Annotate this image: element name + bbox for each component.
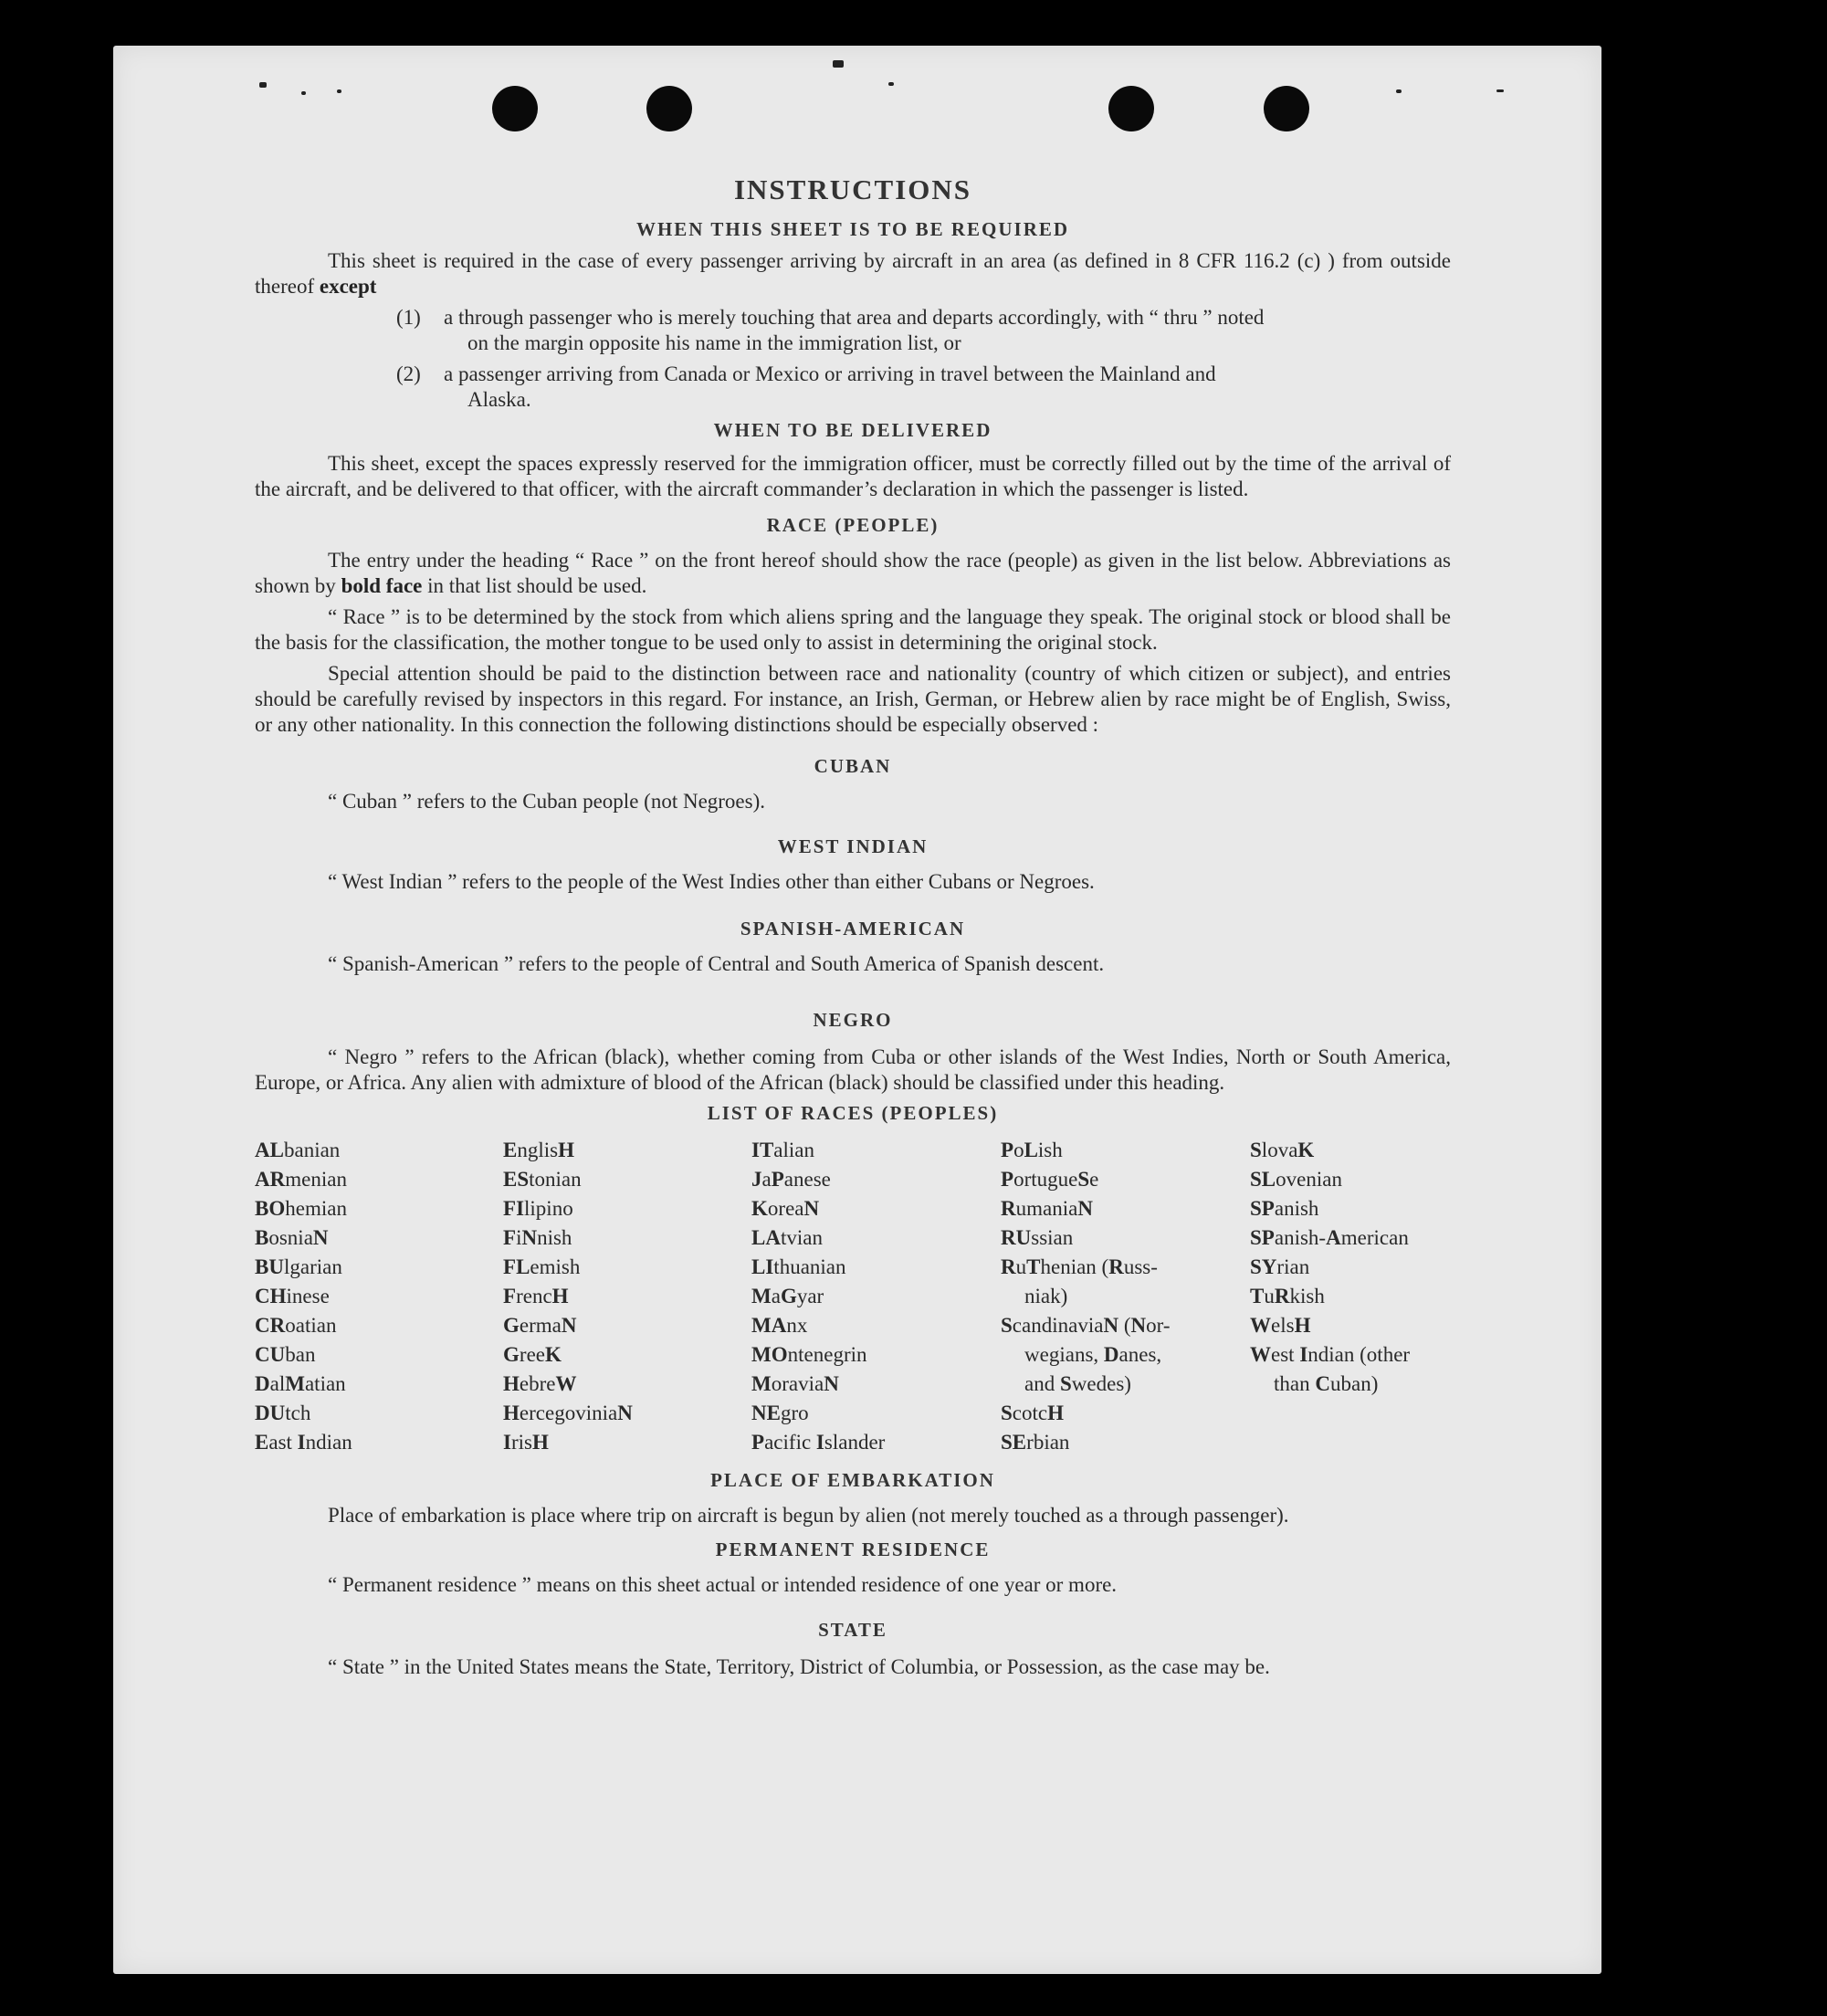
race-entry: RuThenian (Russ-: [1001, 1255, 1158, 1278]
instructions-content: [255, 173, 1451, 1680]
punch-hole: [492, 86, 538, 131]
speck: [337, 89, 341, 93]
heading-west-indian: WEST INDIAN: [777, 835, 929, 857]
punch-hole: [1108, 86, 1154, 131]
race-entry: PortugueSe: [1001, 1168, 1099, 1191]
state-text: “ State ” in the United States means the State, Territory, District of Columbia, or Possession, as the case may be.: [328, 1655, 1270, 1678]
list-item: [396, 362, 1451, 413]
races-column: [503, 1136, 751, 1457]
race-entry: MaGyar: [751, 1285, 824, 1307]
race-p1-text: The entry under the heading “ Race ” on the front hereof should show the race (people) as given in the list below. Abbreviations as shown by: [255, 549, 1451, 597]
race-entry: CUban: [255, 1343, 316, 1366]
race-entry: CRoatian: [255, 1314, 337, 1337]
heading-delivered: WHEN TO BE DELIVERED: [713, 419, 992, 441]
punch-hole: [646, 86, 692, 131]
spanish-american-text: “ Spanish-American ” refers to the people of Central and South America of Spanish descent.: [328, 952, 1105, 975]
race-entry: and Swedes): [1024, 1372, 1131, 1395]
document-sheet: [113, 46, 1601, 1974]
race-entry: FLemish: [503, 1255, 581, 1278]
heading-spanish-american: SPANISH-AMERICAN: [740, 918, 966, 940]
race-entry: PoLish: [1001, 1139, 1063, 1161]
race-entry: than Cuban): [1274, 1372, 1379, 1395]
item-number: (1): [396, 306, 421, 329]
race-entry: SPanish: [1250, 1197, 1319, 1220]
races-column: [1250, 1136, 1451, 1457]
race-p1-bold: bold face: [341, 574, 423, 597]
heading-embarkation: PLACE OF EMBARKATION: [710, 1469, 995, 1491]
race-entry: BosniaN: [255, 1226, 329, 1249]
list-item: [396, 305, 1451, 356]
race-entry: ITalian: [751, 1139, 815, 1161]
item-number: (2): [396, 362, 421, 385]
race-entry: BUlgarian: [255, 1255, 342, 1278]
heading-negro: NEGRO: [813, 1009, 893, 1031]
heading-state: STATE: [818, 1619, 887, 1641]
item-line: a passenger arriving from Canada or Mexico or arriving in travel between the Mainland and: [444, 362, 1216, 385]
race-p1-text-end: in that list should be used.: [427, 574, 647, 597]
speck: [301, 91, 306, 95]
race-entry: GreeK: [503, 1343, 562, 1366]
item-text: [444, 362, 1451, 413]
race-entry: FrencH: [503, 1285, 569, 1307]
race-entry: KoreaN: [751, 1197, 820, 1220]
race-entry: niak): [1024, 1285, 1068, 1307]
race-entry: West Indian (other: [1250, 1343, 1411, 1366]
race-entry: FiNnish: [503, 1226, 572, 1249]
negro-text: “ Negro ” refers to the African (black), whether coming from Cuba or other islands of the West Indies, North or South America, Europe, or Africa. Any alien with admixture of blood of the African (black) should be classified under this heading.: [255, 1045, 1451, 1094]
race-entry: DUtch: [255, 1402, 311, 1424]
speck: [1396, 89, 1402, 93]
required-intro: [255, 248, 1451, 299]
race-entry: IrisH: [503, 1431, 549, 1454]
race-entry: GermaN: [503, 1314, 577, 1337]
race-entry: TuRkish: [1250, 1285, 1325, 1307]
race-entry: BOhemian: [255, 1197, 347, 1220]
race-entry: NEgro: [751, 1402, 809, 1424]
race-entry: ALbanian: [255, 1139, 341, 1161]
race-entry: WelsH: [1250, 1314, 1311, 1337]
heading-race: RACE (PEOPLE): [766, 514, 940, 536]
race-entry: LIthuanian: [751, 1255, 846, 1278]
west-indian-text: “ West Indian ” refers to the people of the West Indies other than either Cubans or Negroes.: [328, 870, 1095, 893]
race-entry: ScandinaviaN (Nor-: [1001, 1314, 1171, 1337]
race-entry: DalMatian: [255, 1372, 346, 1395]
race-entry: HercegoviniaN: [503, 1402, 633, 1424]
race-entry: LAtvian: [751, 1226, 823, 1249]
item-line: a through passenger who is merely touching that area and departs accordingly, with “ thru ” noted: [444, 306, 1265, 329]
races-list: [255, 1136, 1451, 1457]
race-entry: SPanish-American: [1250, 1226, 1409, 1249]
race-entry: MoraviaN: [751, 1372, 839, 1395]
race-entry: ARmenian: [255, 1168, 347, 1191]
delivered-text: This sheet, except the spaces expressly reserved for the immigration officer, must be correctly filled out by the time of the arrival of the aircraft, and be delivered to that officer, with the aircraft commander’s declaration in which the passenger is listed.: [255, 452, 1451, 500]
speck: [888, 82, 894, 86]
race-paragraph-2: “ Race ” is to be determined by the stock from which aliens spring and the language they speak. The original stock or blood shall be the basis for the classification, the mother tongue to be used only to assist in determining the original stock.: [255, 605, 1451, 654]
residence-text: “ Permanent residence ” means on this sheet actual or intended residence of one year or more.: [328, 1573, 1118, 1596]
race-entry: MOntenegrin: [751, 1343, 867, 1366]
race-entry: SLovenian: [1250, 1168, 1342, 1191]
punch-hole: [1264, 86, 1309, 131]
heading-list-of-races: LIST OF RACES (PEOPLES): [707, 1102, 999, 1124]
speck: [833, 60, 844, 68]
item-line: Alaska.: [467, 388, 531, 411]
race-entry: East Indian: [255, 1431, 352, 1454]
race-paragraph-3: Special attention should be paid to the distinction between race and nationality (country of which citizen or subject), and entries should be carefully revised by inspectors in this regard. For instance, an Irish, German, or Hebrew alien by race might be of English, Swiss, or any other nationality. In this connection the following distinctions should be especially observed :: [255, 662, 1451, 736]
race-entry: SlovaK: [1250, 1139, 1315, 1161]
race-entry: RumaniaN: [1001, 1197, 1093, 1220]
embarkation-text: Place of embarkation is place where trip on aircraft is begun by alien (not merely touched as a through passenger).: [328, 1504, 1289, 1527]
race-entry: EStonian: [503, 1168, 582, 1191]
speck: [259, 82, 267, 88]
race-entry: EnglisH: [503, 1139, 574, 1161]
race-entry: MAnx: [751, 1314, 808, 1337]
race-paragraph-1: [255, 548, 1451, 599]
race-entry: Pacific Islander: [751, 1431, 886, 1454]
race-entry: FIlipino: [503, 1197, 573, 1220]
race-entry: SErbian: [1001, 1431, 1070, 1454]
races-column: [255, 1136, 503, 1457]
speck: [1496, 89, 1504, 92]
race-entry: ScotcH: [1001, 1402, 1065, 1424]
races-column: [751, 1136, 1001, 1457]
race-entry: wegians, Danes,: [1024, 1343, 1162, 1366]
heading-cuban: CUBAN: [814, 755, 892, 777]
race-entry: JaPanese: [751, 1168, 831, 1191]
required-intro-text: This sheet is required in the case of every passenger arriving by aircraft in an area (as defined in 8 CFR 116.2 (c) ) from outside thereof: [255, 249, 1451, 298]
races-column: [1001, 1136, 1250, 1457]
item-text: [444, 305, 1451, 356]
race-entry: RUssian: [1001, 1226, 1074, 1249]
heading-required: WHEN THIS SHEET IS TO BE REQUIRED: [635, 218, 1070, 240]
race-entry: CHinese: [255, 1285, 330, 1307]
page-title: INSTRUCTIONS: [733, 173, 971, 205]
race-entry: HebreW: [503, 1372, 577, 1395]
item-line: on the margin opposite his name in the immigration list, or: [467, 331, 961, 354]
required-intro-except: except: [319, 275, 377, 298]
race-entry: SYrian: [1250, 1255, 1310, 1278]
heading-residence: PERMANENT RESIDENCE: [715, 1538, 991, 1560]
cuban-text: “ Cuban ” refers to the Cuban people (not Negroes).: [328, 790, 766, 813]
